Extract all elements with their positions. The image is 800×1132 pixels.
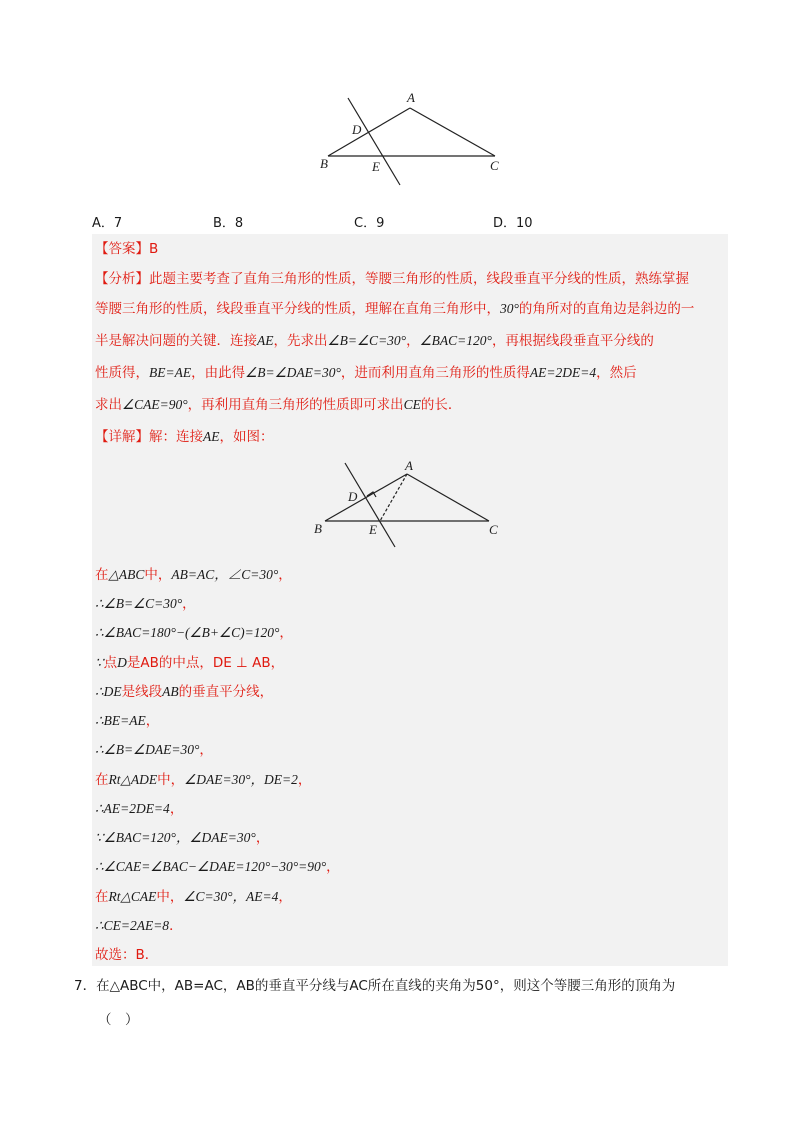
analysis-text: ， xyxy=(406,333,420,349)
label-c: C xyxy=(490,158,499,173)
step-math: ∵ xyxy=(95,655,104,670)
analysis-math: BE=AE xyxy=(149,365,192,380)
step-math: ∴AE=2DE=4 xyxy=(95,801,170,816)
solution-step xyxy=(95,681,273,703)
triangle-figure-solution xyxy=(305,456,515,551)
analysis-text: 性质得， xyxy=(95,365,149,381)
option-d[interactable]: D．10 xyxy=(493,216,533,231)
step-math: AB xyxy=(162,684,179,699)
answer-line: 【答案】B xyxy=(95,241,159,257)
label-a: A xyxy=(407,90,415,105)
step-text: ， xyxy=(169,801,184,817)
analysis-math: ∠B=∠C=30° xyxy=(327,333,407,348)
question-7: 7．在△ABC中，AB=AC，AB的垂直平分线与AC所在直线的夹角为50°，则这个等腰三角形的顶角为 xyxy=(74,978,676,994)
step-math: ∴BE=AE xyxy=(95,713,146,728)
analysis-math: AE xyxy=(257,333,274,348)
step-math: ∵∠BAC=120°，∠DAE=30° xyxy=(95,830,256,845)
solution-step xyxy=(95,944,158,966)
side-ac xyxy=(407,474,489,521)
label-c: C xyxy=(489,522,498,537)
step-text: ， xyxy=(297,772,312,788)
solution-step xyxy=(95,856,340,878)
step-text: ， xyxy=(145,713,160,729)
detail-math: AE xyxy=(203,429,220,444)
analysis-text: ，然后 xyxy=(596,365,637,381)
analysis-math: ∠BAC=120° xyxy=(419,333,492,348)
step-math: ∴DE xyxy=(95,684,122,699)
option-c[interactable]: C．9 xyxy=(354,216,385,231)
label-a: A xyxy=(405,458,413,473)
label-d: D xyxy=(352,122,362,137)
step-text: ， xyxy=(182,596,196,612)
solution-step xyxy=(95,710,159,732)
step-text: 中， xyxy=(157,772,185,788)
triangle-figure-question xyxy=(310,88,520,188)
analysis-text: ，再根据线段垂直平分线的 xyxy=(491,333,654,349)
solution-step xyxy=(95,827,269,849)
analysis-line-1: 【分析】此题主要考查了直角三角形的性质，等腰三角形的性质，线段垂直平分线的性质，熟练掌握 xyxy=(95,271,689,287)
option-a[interactable]: A．7 xyxy=(92,216,123,231)
step-text: 的垂直平分线， xyxy=(178,684,274,700)
step-text: 在 xyxy=(95,772,109,788)
analysis-text: 的角所对的直角边是斜边的一 xyxy=(518,301,695,317)
step-math: ∴∠BAC=180°−(∠B+∠C)=120° xyxy=(95,625,280,640)
solution-step xyxy=(95,769,311,791)
question-7-blank: （ ） xyxy=(98,1012,139,1028)
solution-step xyxy=(95,739,213,761)
solution-step xyxy=(95,886,292,908)
step-math: ∠DAE=30°，DE=2 xyxy=(184,772,298,787)
analysis-text: 的长． xyxy=(420,397,462,413)
answer-options xyxy=(92,212,712,232)
analysis-line-3 xyxy=(95,330,654,352)
step-text: ， xyxy=(279,625,293,641)
step-math: ∴CE=2AE=8 xyxy=(95,918,170,933)
detail-text: 【详解】解：连接 xyxy=(95,429,203,445)
analysis-text: ，先求出 xyxy=(273,333,328,349)
step-math: AB=AC，∠C=30° xyxy=(171,567,279,582)
step-text: 点 xyxy=(103,655,118,671)
step-math: ∠C=30°，AE=4 xyxy=(183,889,279,904)
analysis-math: ∠B=∠DAE=30° xyxy=(245,365,341,380)
analysis-line-5 xyxy=(95,394,461,416)
step-text: 中， xyxy=(156,889,184,905)
label-e: E xyxy=(372,159,380,174)
option-b[interactable]: B．8 xyxy=(213,216,244,231)
analysis-text: ，再利用直角三角形的性质即可求出 xyxy=(187,397,404,413)
analysis-math: 30° xyxy=(500,301,519,316)
solution-step xyxy=(95,652,284,674)
detail-text: ，如图： xyxy=(219,429,274,445)
analysis-text: 半是解决问题的关键．连接 xyxy=(95,333,257,349)
solution-step xyxy=(95,622,293,644)
label-e: E xyxy=(369,522,377,537)
step-math: ∴∠B=∠DAE=30° xyxy=(95,742,200,757)
step-math: Rt△CAE xyxy=(108,889,157,904)
step-text: ， xyxy=(278,889,292,905)
step-text: 是线段 xyxy=(121,684,163,700)
label-b: B xyxy=(314,521,322,536)
step-math: D xyxy=(117,655,127,670)
analysis-text: 求出 xyxy=(95,397,122,413)
analysis-line-2 xyxy=(95,298,694,320)
analysis-text: ，进而利用直角三角形的性质得 xyxy=(340,365,530,381)
label-d: D xyxy=(348,489,358,504)
step-text: ． xyxy=(169,918,183,934)
step-math: △ABC xyxy=(108,567,145,582)
step-text: 在 xyxy=(95,889,109,905)
step-text: ， xyxy=(278,567,292,583)
analysis-math: ∠CAE=90° xyxy=(122,397,188,412)
analysis-math: CE xyxy=(403,397,421,412)
step-text: 是AB的中点，DE ⊥ AB， xyxy=(126,655,285,671)
analysis-line-4 xyxy=(95,362,637,384)
step-text: 中， xyxy=(144,567,172,583)
solution-step xyxy=(95,915,183,937)
label-b: B xyxy=(320,156,328,171)
solution-step xyxy=(95,593,196,615)
step-math: ∴∠CAE=∠BAC−∠DAE=120°−30°=90° xyxy=(95,859,327,874)
step-math: Rt△ADE xyxy=(108,772,158,787)
solution-step xyxy=(95,564,292,586)
step-text: 故选：B． xyxy=(95,947,159,963)
step-text: ， xyxy=(199,742,213,758)
side-ac xyxy=(410,108,495,156)
detail-line xyxy=(95,426,274,448)
analysis-text: 等腰三角形的性质，线段垂直平分线的性质，理解在直角三角形中， xyxy=(95,301,500,317)
analysis-math: AE=2DE=4 xyxy=(529,365,597,380)
step-text: ， xyxy=(326,859,340,875)
step-text: 在 xyxy=(95,567,109,583)
solution-step xyxy=(95,798,183,820)
analysis-text: ，由此得 xyxy=(191,365,246,381)
step-text: ， xyxy=(255,830,270,846)
step-math: ∴∠B=∠C=30° xyxy=(95,596,183,611)
